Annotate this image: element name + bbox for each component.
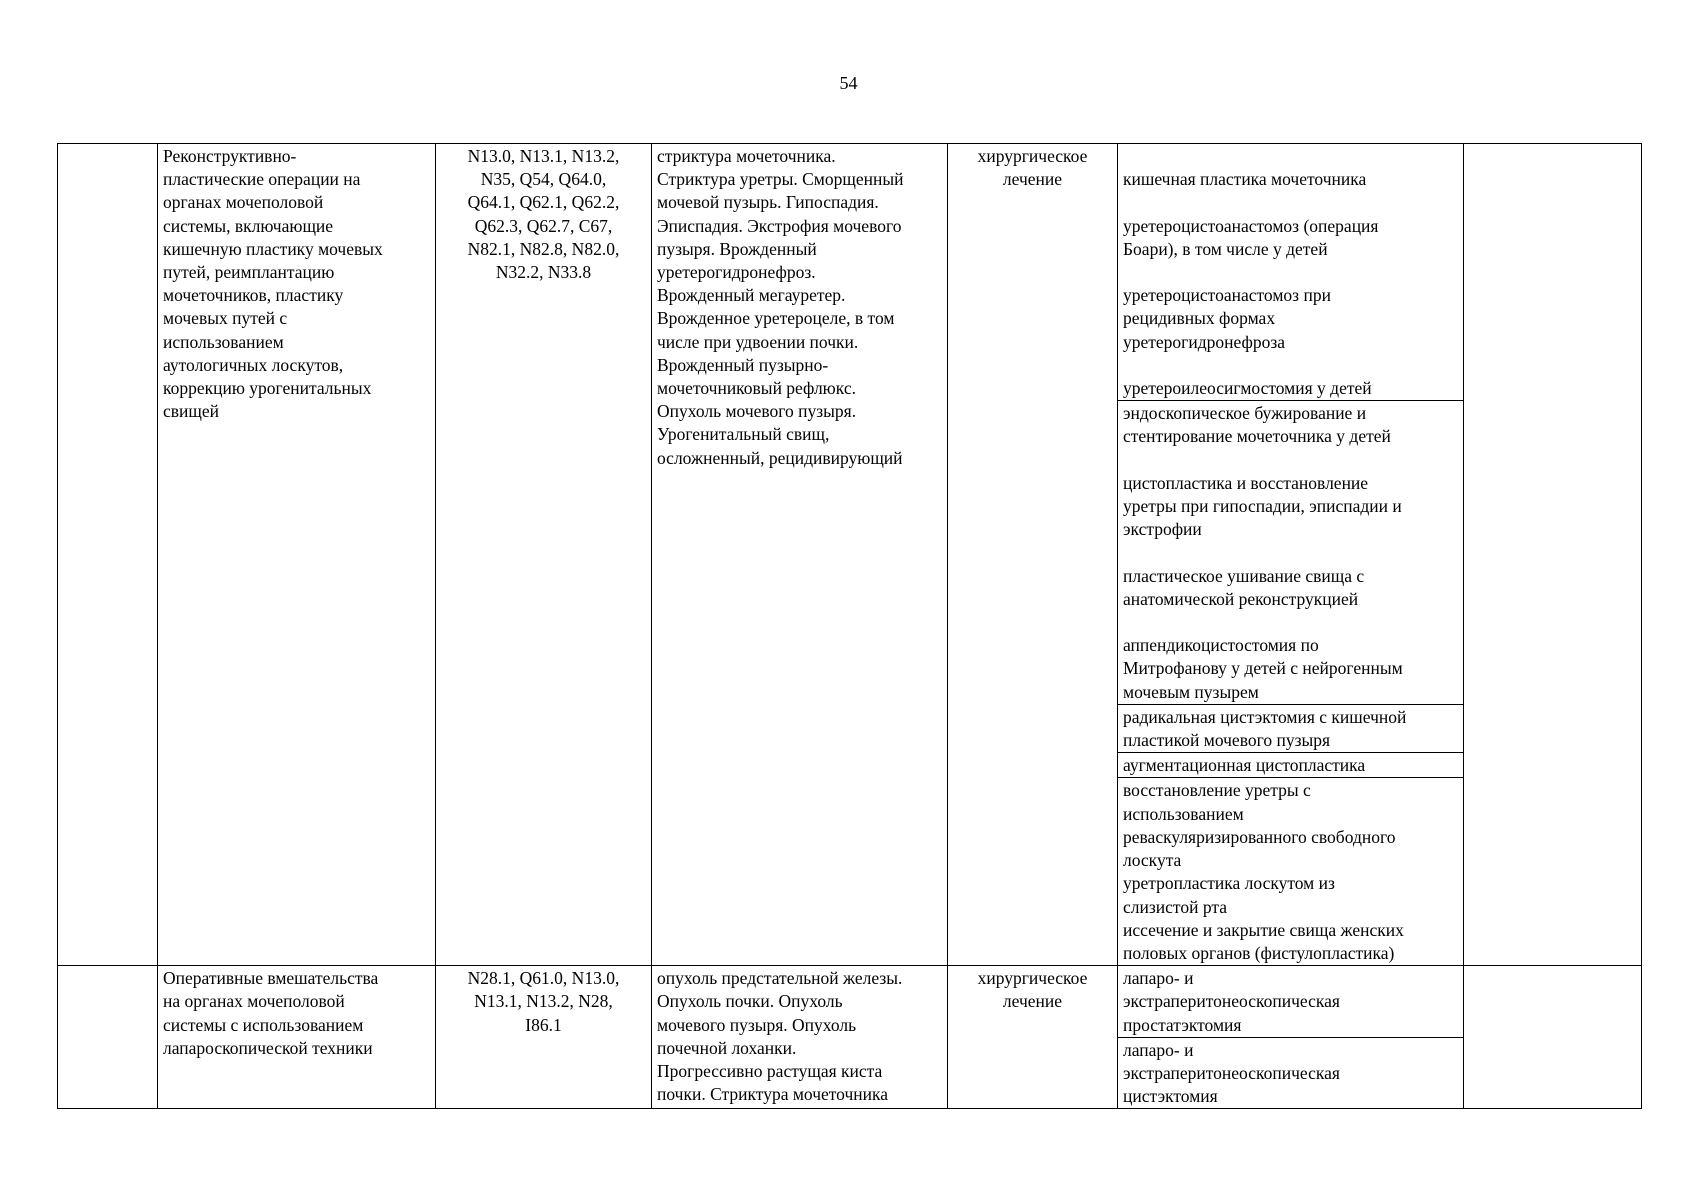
disease-cell: стриктура мочеточника. Стриктура уретры. Сморщенный мочевой пузырь. Гипоспадия. Эписпадия. Экстрофия мочевого пузыря. Врожденный уретерогидронефроз. Врожденный мегауретер. Врожденное уретероцеле, в том числе при удвоении почки. Врожденный пузырно- мочеточниковый рефлюкс. Опухоль мочевого пузыря. Урогенитальный свищ, осложненный, рецидивирующий xyxy=(652,144,948,966)
extra-cell xyxy=(1464,966,1642,1109)
extra-cell xyxy=(1464,144,1642,966)
table-row xyxy=(58,966,1642,1038)
group-cell xyxy=(58,144,158,966)
group-cell xyxy=(58,966,158,1109)
procedure-cell: радикальная цистэктомия с кишечной пластикой мочевого пузыря xyxy=(1118,704,1464,752)
treatment-type-cell: хирургическое лечение xyxy=(948,144,1118,966)
procedure-cell: аугментационная цистопластика xyxy=(1118,753,1464,778)
services-table xyxy=(57,143,1642,1109)
procedure-cell: лапаро- и экстраперитонеоскопическая простатэктомия xyxy=(1118,966,1464,1038)
disease-cell: опухоль предстательной железы. Опухоль почки. Опухоль мочевого пузыря. Опухоль почечной лоханки. Прогрессивно растущая киста почки. Стриктура мочеточника xyxy=(652,966,948,1109)
procedure-cell: восстановление уретры с использованием реваскуляризированного свободного лоскута уретропластика лоскутом из слизистой рта иссечение и закрытие свища женских половых органов (фистулопластика) xyxy=(1118,778,1464,966)
procedure-cell: лапаро- и экстраперитонеоскопическая цистэктомия xyxy=(1118,1037,1464,1109)
method-name-cell: Оперативные вмешательства на органах мочеполовой системы с использованием лапароскопической техники xyxy=(158,966,436,1109)
page-number: 54 xyxy=(839,73,858,93)
procedure-cell: кишечная пластика мочеточника уретероцистоанастомоз (операция Боари), в том числе у детей уретероцистоанастомоз при рецидивных формах уретерогидронефроза уретероилеосигмостомия у детей xyxy=(1118,144,1464,401)
icd-codes-cell: N13.0, N13.1, N13.2, N35, Q54, Q64.0, Q64.1, Q62.1, Q62.2, Q62.3, Q62.7, C67, N82.1, N82.8, N82.0, N32.2, N33.8 xyxy=(436,144,652,966)
table-row xyxy=(58,144,1642,401)
procedure-cell: эндоскопическое бужирование и стентирование мочеточника у детей цистопластика и восстановление уретры при гипоспадии, эписпадии и экстрофии пластическое ушивание свища с анатомической реконструкцией аппендикоцистостомия по Митрофанову у детей с нейрогенным мочевым пузырем xyxy=(1118,401,1464,705)
treatment-type-cell: хирургическое лечение xyxy=(948,966,1118,1109)
method-name-cell: Реконструктивно- пластические операции на органах мочеполовой системы, включающие кишечную пластику мочевых путей, реимплантацию мочеточников, пластику мочевых путей с использованием аутологичных лоскутов, коррекцию урогенитальных свищей xyxy=(158,144,436,966)
icd-codes-cell: N28.1, Q61.0, N13.0, N13.1, N13.2, N28, I86.1 xyxy=(436,966,652,1109)
